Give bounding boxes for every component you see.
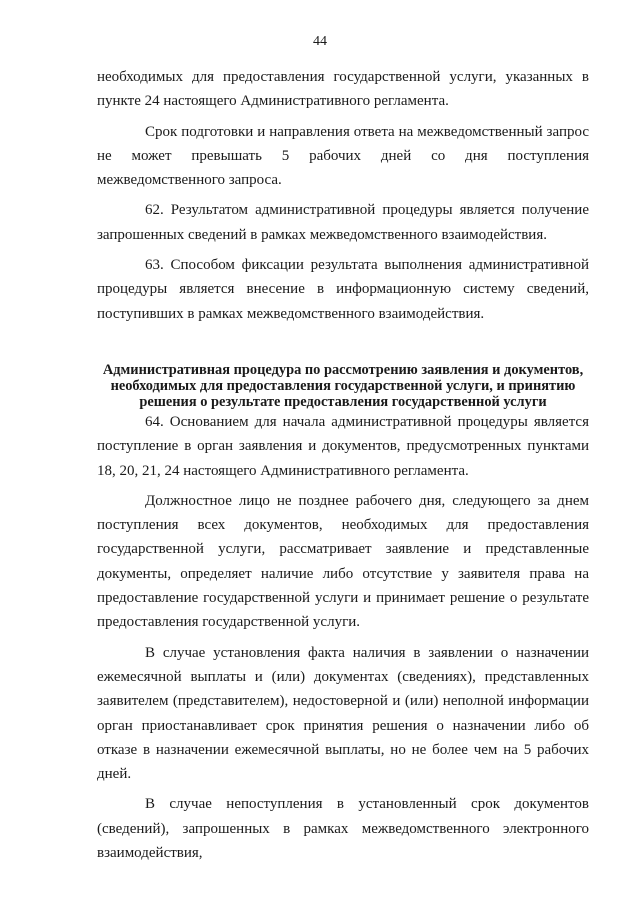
- document-body: [97, 65, 589, 865]
- paragraph-continuation: необходимых для предоставления государственной услуги, указанных в пункте 24 настоящего Административного регламента.: [97, 69, 589, 110]
- section-heading: Административная процедура по рассмотрению заявления и документов, необходимых для предоставления государственной услуги, и принятию решения о результате предоставления государственной услуги: [102, 361, 584, 410]
- page-number: 44: [313, 34, 327, 49]
- paragraph-non-receipt: В случае непоступления в установленный срок документов (сведений), запрошенных в рамках межведомственного электронного взаимодействия,: [97, 796, 589, 862]
- paragraph-62: 62. Результатом административной процедуры является получение запрошенных сведений в рамках межведомственного взаимодействия.: [97, 202, 589, 243]
- paragraph-63: 63. Способом фиксации результата выполнения административной процедуры является внесение в информационную систему сведений, поступивших в рамках межведомственного взаимодействия.: [97, 257, 589, 322]
- paragraph-64: 64. Основанием для начала административной процедуры является поступление в орган заявления и документов, предусмотренных пунктами 18, 20, 21, 24 настоящего Административного регламента.: [97, 413, 589, 479]
- paragraph-false-information: В случае установления факта наличия в заявлении о назначении ежемесячной выплаты и (или) документах (сведениях), представленных заявителем (представителем), недостоверной и (или) неполной информации орган приостанавливает срок принятия решения о назначении либо об отказе в назначении ежемесячной выплаты, но не более чем на 5 рабочих дней.: [97, 644, 589, 783]
- paragraph-official-review: Должностное лицо не позднее рабочего дня, следующего за днем поступления всех документов, необходимых для предоставления государственной услуги, рассматривает заявление и представленные документы, определяет наличие либо отсутствие у заявителя права на предоставление государственной услуги и принимает решение о результате предоставления государственной услуги.: [97, 492, 589, 631]
- paragraph-response-deadline: Срок подготовки и направления ответа на межведомственный запрос не может превышать 5 рабочих дней со дня поступления межведомственного запроса.: [97, 123, 589, 189]
